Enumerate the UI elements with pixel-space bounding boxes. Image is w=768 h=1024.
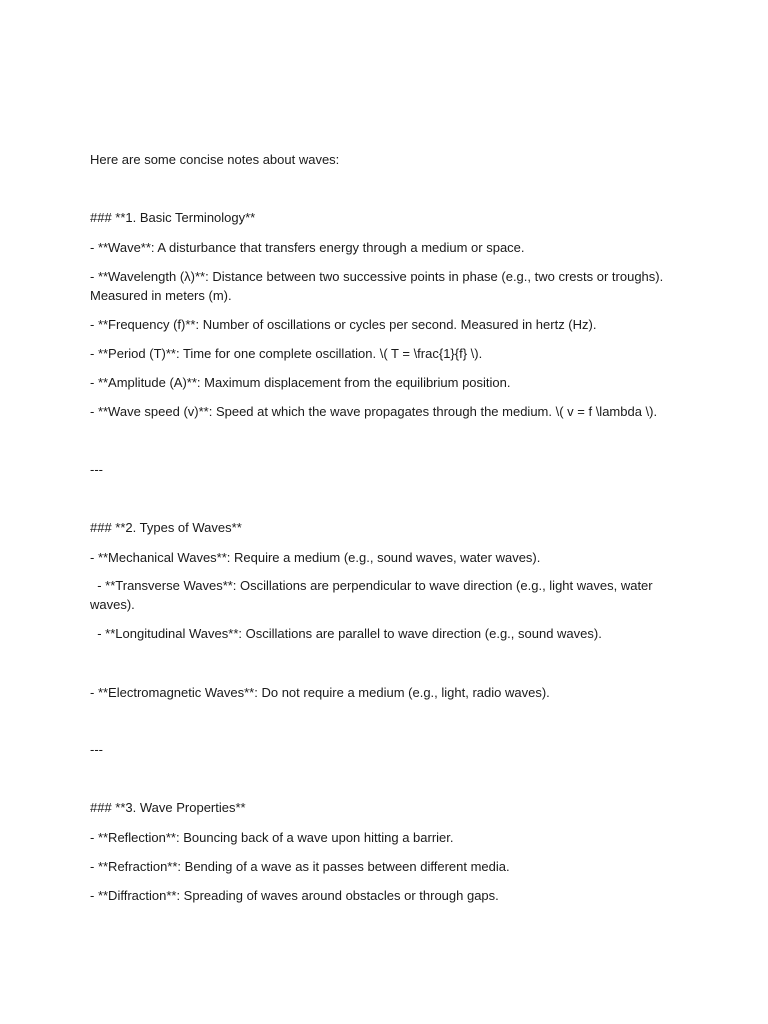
- list-item-period: - **Period (T)**: Time for one complete oscillation. \( T = \frac{1}{f} \).: [90, 346, 483, 361]
- list-item-wave-speed: - **Wave speed (v)**: Speed at which the wave propagates through the medium. \( v = f \lambda \).: [90, 404, 658, 419]
- list-item-electromagnetic-waves: - **Electromagnetic Waves**: Do not require a medium (e.g., light, radio waves).: [90, 685, 550, 700]
- list-item-longitudinal-waves: - **Longitudinal Waves**: Oscillations are parallel to wave direction (e.g., sound waves).: [90, 626, 602, 641]
- list-item-reflection: - **Reflection**: Bouncing back of a wave upon hitting a barrier.: [90, 830, 454, 845]
- intro-text: Here are some concise notes about waves:: [90, 152, 340, 167]
- separator: ---: [90, 462, 103, 477]
- section-heading-basic-terminology: ### **1. Basic Terminology**: [90, 210, 256, 225]
- list-item-transverse-waves: - **Transverse Waves**: Oscillations are perpendicular to wave direction (e.g., light waves, water waves).: [90, 578, 657, 612]
- list-item-mechanical-waves: - **Mechanical Waves**: Require a medium (e.g., sound waves, water waves).: [90, 550, 541, 565]
- list-item-wavelength: - **Wavelength (λ)**: Distance between two successive points in phase (e.g., two crests or troughs). Measured in meters (m).: [90, 269, 667, 303]
- separator: ---: [90, 742, 103, 757]
- list-item-diffraction: - **Diffraction**: Spreading of waves around obstacles or through gaps.: [90, 888, 499, 903]
- list-item-refraction: - **Refraction**: Bending of a wave as it passes between different media.: [90, 859, 510, 874]
- list-item-amplitude: - **Amplitude (A)**: Maximum displacement from the equilibrium position.: [90, 375, 511, 390]
- section-heading-types-of-waves: ### **2. Types of Waves**: [90, 520, 242, 535]
- list-item-wave: - **Wave**: A disturbance that transfers energy through a medium or space.: [90, 240, 525, 255]
- section-heading-wave-properties: ### **3. Wave Properties**: [90, 800, 246, 815]
- list-item-frequency: - **Frequency (f)**: Number of oscillations or cycles per second. Measured in hertz (Hz).: [90, 317, 597, 332]
